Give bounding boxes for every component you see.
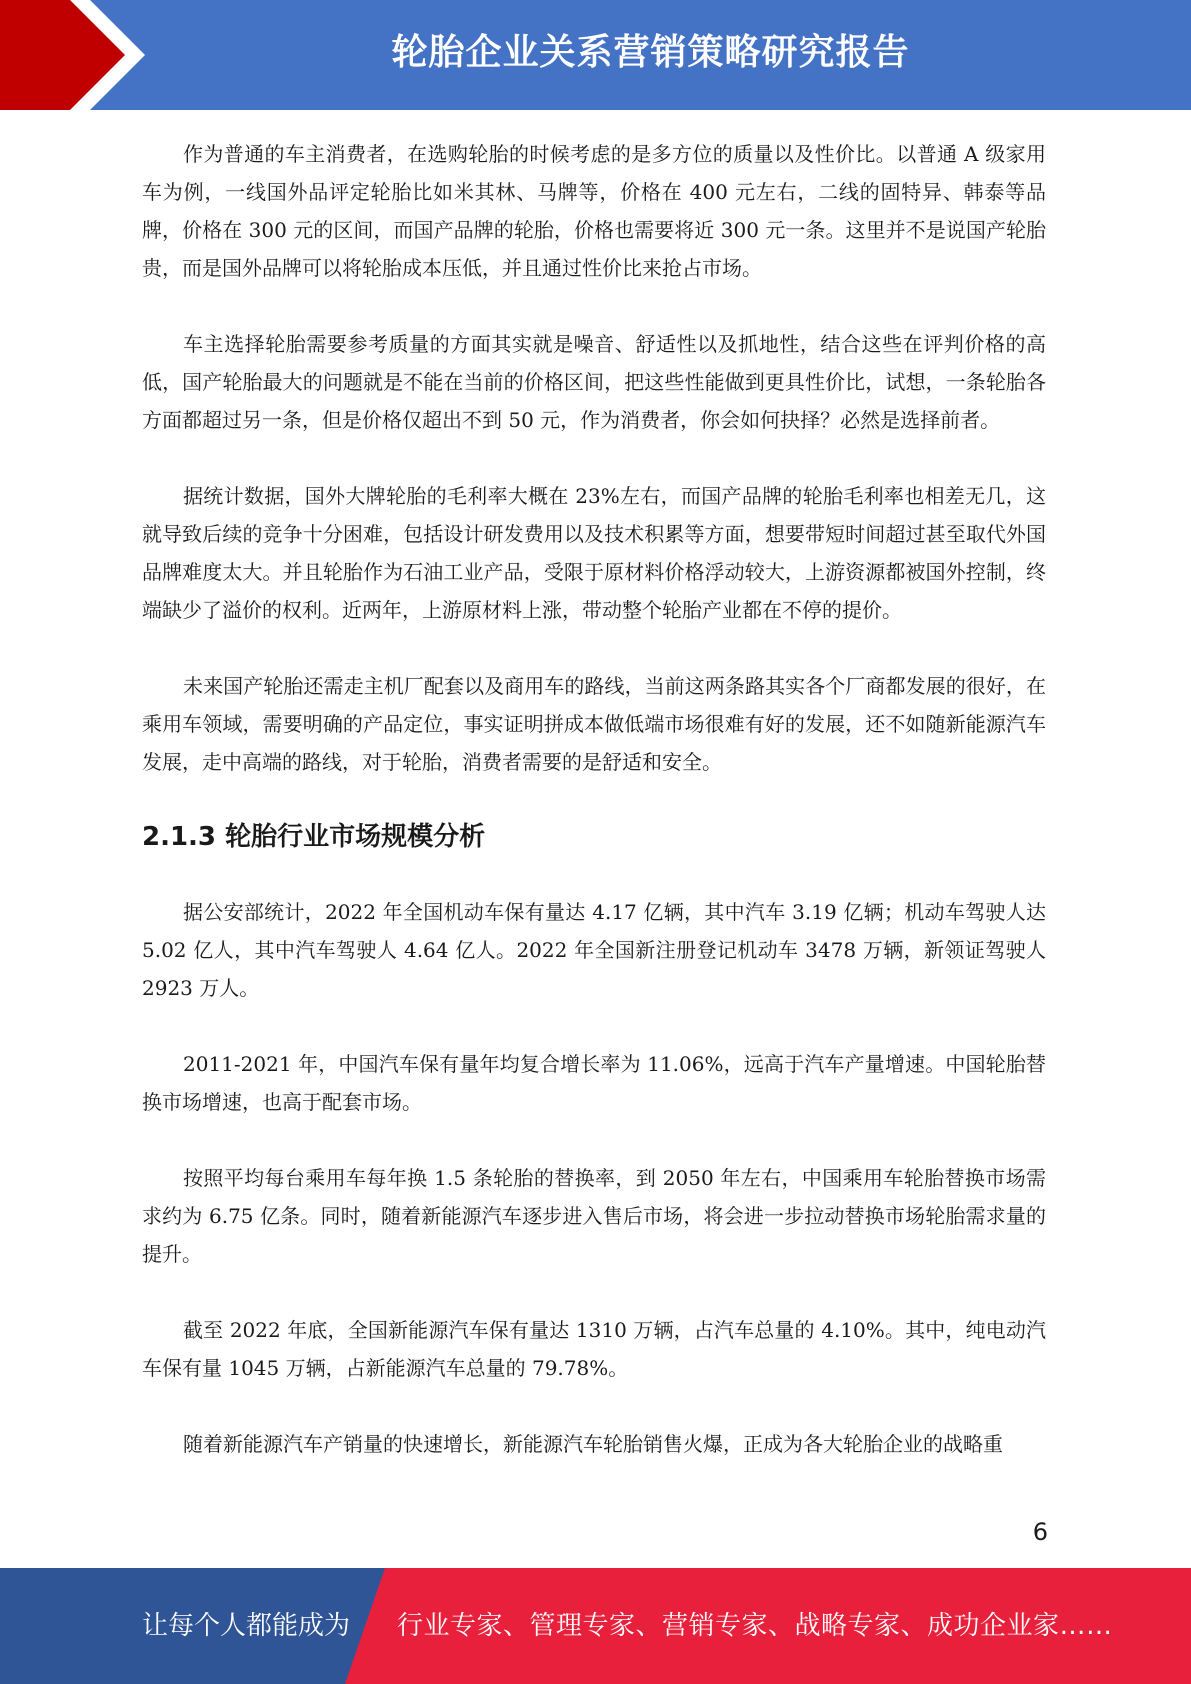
section-heading: 2.1.3 轮胎行业市场规模分析 bbox=[142, 822, 486, 852]
paragraph: 车主选择轮胎需要参考质量的方面其实就是噪音、舒适性以及抓地性，结合这些在评判价格的高低，国产轮胎最大的问题就是不能在当前的价格区间，把这些性能做到更具性价比，试想，一条轮胎各方面都超过另一条，但是价格仅超出不到 50 元，作为消费者，你会如何抉择？必然是选择前者。 bbox=[142, 332, 1046, 432]
paragraph: 未来国产轮胎还需走主机厂配套以及商用车的路线，当前这两条路其实各个厂商都发展的很好，在乘用车领域，需要明确的产品定位，事实证明拼成本做低端市场很难有好的发展，还不如随新能源汽车发展，走中高端的路线，对于轮胎，消费者需要的是舒适和安全。 bbox=[142, 674, 1046, 774]
paragraph: 据统计数据，国外大牌轮胎的毛利率大概在 23%左右，而国产品牌的轮胎毛利率也相差无几，这就导致后续的竞争十分困难，包括设计研发费用以及技术积累等方面，想要带短时间超过甚至取代外国品牌难度太大。并且轮胎作为石油工业产品，受限于原材料价格浮动较大，上游资源都被国外控制，终端缺少了溢价的权利。近两年，上游原材料上涨，带动整个轮胎产业都在不停的提价。 bbox=[142, 484, 1046, 622]
footer-slogan-right: 行业专家、管理专家、营销专家、战略专家、成功企业家…… bbox=[397, 1611, 1113, 1641]
paragraph: 2011-2021 年，中国汽车保有量年均复合增长率为 11.06%，远高于汽车产量增速。中国轮胎替换市场增速，也高于配套市场。 bbox=[142, 1052, 1046, 1114]
paragraph: 随着新能源汽车产销量的快速增长，新能源汽车轮胎销售火爆，正成为各大轮胎企业的战略重 bbox=[183, 1432, 1003, 1456]
footer-slogan-left: 让每个人都能成为 bbox=[142, 1611, 351, 1641]
page-footer bbox=[0, 1568, 1191, 1684]
header-title: 轮胎企业关系营销策略研究报告 bbox=[391, 32, 910, 73]
paragraph: 据公安部统计，2022 年全国机动车保有量达 4.17 亿辆，其中汽车 3.19 亿辆；机动车驾驶人达 5.02 亿人，其中汽车驾驶人 4.64 亿人。2022 年全国新注册登记机动车 3478 万辆，新领证驾驶人 2923 万人。 bbox=[142, 900, 1046, 1000]
paragraph: 作为普通的车主消费者，在选购轮胎的时候考虑的是多方位的质量以及性价比。以普通 A 级家用车为例，一线国外品评定轮胎比如米其林、马牌等，价格在 400 元左右，二线的固特异、韩泰等品牌，价格在 300 元的区间，而国产品牌的轮胎，价格也需要将近 300 元一条。这里并不是说国产轮胎贵，而是国外品牌可以将轮胎成本压低，并且通过性价比来抢占市场。 bbox=[142, 142, 1046, 280]
page-header bbox=[0, 0, 1191, 110]
page-number: 6 bbox=[1032, 1518, 1048, 1546]
document-body bbox=[142, 135, 1046, 1501]
paragraph: 截至 2022 年底，全国新能源汽车保有量达 1310 万辆，占汽车总量的 4.10%。其中，纯电动汽车保有量 1045 万辆，占新能源汽车总量的 79.78%。 bbox=[142, 1318, 1046, 1380]
paragraph: 按照平均每台乘用车每年换 1.5 条轮胎的替换率，到 2050 年左右，中国乘用车轮胎替换市场需求约为 6.75 亿条。同时，随着新能源汽车逐步进入售后市场，将会进一步拉动替换市场轮胎需求量的提升。 bbox=[142, 1166, 1046, 1266]
